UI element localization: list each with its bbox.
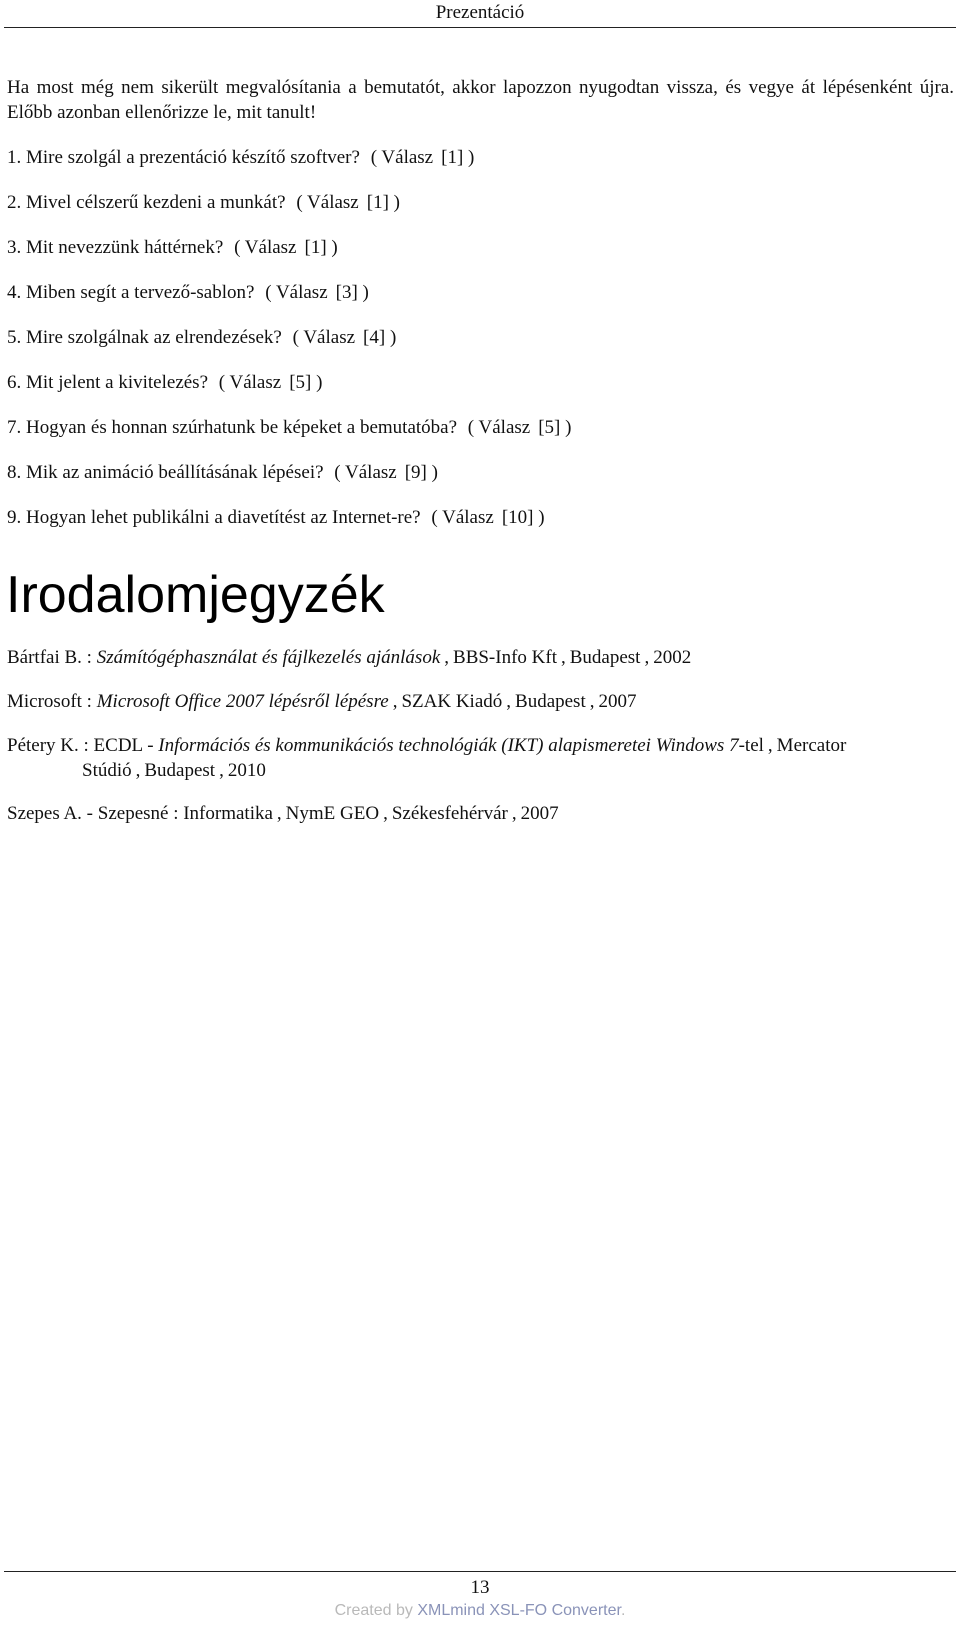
- answer-link[interactable]: ( Válasz [1] ): [296, 192, 400, 213]
- question-text: 7. Hogyan és honnan szúrhatunk be képeket a bemutatóba?: [7, 417, 458, 438]
- reference-publisher: Mercator: [776, 735, 847, 756]
- reference-year: 2007: [520, 803, 559, 824]
- question-text: 1. Mire szolgál a prezentáció készítő szoftver?: [7, 147, 360, 168]
- reference-city: Budapest: [569, 647, 641, 668]
- answer-link[interactable]: ( Válasz [4] ): [292, 327, 397, 348]
- reference-publisher-cont: Stúdió: [82, 760, 132, 781]
- question-text: 2. Mivel célszerű kezdeni a munkát?: [7, 192, 286, 213]
- page-number: 13: [470, 1577, 490, 1598]
- reference-prefix: ECDL -: [93, 735, 154, 756]
- header-divider: [4, 27, 956, 28]
- reference-publisher: SZAK Kiadó: [401, 691, 503, 712]
- reference-entry: Microsoft : Microsoft Office 2007 lépésről lépésre , SZAK Kiadó , Budapest , 2007: [7, 691, 637, 712]
- reference-title: Információs és kommunikációs technológiák (IKT) alapismeretei Windows 7: [158, 735, 739, 756]
- reference-author: Pétery K. :: [7, 735, 89, 756]
- answer-link[interactable]: ( Válasz [5] ): [218, 372, 323, 393]
- question-text: 6. Mit jelent a kivitelezés?: [7, 372, 209, 393]
- reference-city: Székesfehérvár: [391, 803, 508, 824]
- question-item: [7, 281, 954, 326]
- reference-title: Microsoft Office 2007 lépésről lépésre: [96, 691, 389, 712]
- question-item: [7, 371, 954, 416]
- references-heading: Irodalomjegyzék: [6, 566, 385, 624]
- converter-watermark: Created by XMLmind XSL-FO Converter.: [334, 1602, 626, 1619]
- reference-year: 2007: [598, 691, 637, 712]
- question-item: [7, 506, 954, 551]
- question-text: 3. Mit nevezzünk háttérnek?: [7, 237, 224, 258]
- reference-entry: Bártfai B. : Számítógéphasználat és fájlkezelés ajánlások , BBS-Info Kft , Budapest , 2002: [7, 647, 692, 668]
- question-item: [7, 236, 954, 281]
- intro-paragraph: Ha most még nem sikerült megvalósítania a bemutatót, akkor lapozzon nyugodtan vissza, és vegye át lépésenként újra. Előbb azonban ellenőrizze le, mit tanult!: [7, 77, 954, 123]
- question-item: [7, 146, 954, 191]
- reference-author: Szepes A. - Szepesné :: [7, 803, 179, 824]
- answer-link[interactable]: ( Válasz [10] ): [431, 507, 545, 528]
- reference-entry: Pétery K. : ECDL - Információs és kommunikációs technológiák (IKT) alapismeretei Windows 7-tel , Mercator Stúdió , Budapest , 2010: [7, 735, 847, 781]
- question-item: [7, 461, 954, 506]
- running-header: [0, 0, 960, 28]
- question-text: 9. Hogyan lehet publikálni a diavetítést az Internet-re?: [7, 507, 421, 528]
- reference-year: 2002: [653, 647, 692, 668]
- review-questions: [7, 146, 954, 551]
- question-item: [7, 326, 954, 371]
- answer-link[interactable]: ( Válasz [5] ): [467, 417, 572, 438]
- question-text: 4. Miben segít a tervező-sablon?: [7, 282, 255, 303]
- question-item: [7, 416, 954, 461]
- footer-divider: [4, 1571, 956, 1572]
- reference-publisher: BBS-Info Kft: [453, 647, 557, 668]
- reference-publisher: NymE GEO: [285, 803, 380, 824]
- answer-link[interactable]: ( Válasz [1] ): [370, 147, 475, 168]
- answer-link[interactable]: ( Válasz [9] ): [334, 462, 438, 483]
- reference-title: Számítógéphasználat és fájlkezelés ajánlások: [96, 647, 441, 668]
- header-title: Prezentáció: [435, 2, 525, 23]
- reference-author: Microsoft :: [7, 691, 92, 712]
- converter-brand-link[interactable]: XMLmind XSL-FO Converter: [417, 1602, 621, 1619]
- reference-author: Bártfai B. :: [7, 647, 92, 668]
- question-text: 8. Mik az animáció beállításának lépései?: [7, 462, 324, 483]
- reference-year: 2010: [227, 760, 266, 781]
- reference-suffix: -tel: [738, 735, 764, 756]
- reference-title: Informatika: [183, 803, 273, 824]
- reference-city: Budapest: [144, 760, 216, 781]
- answer-link[interactable]: ( Válasz [3] ): [265, 282, 369, 303]
- question-item: [7, 191, 954, 236]
- question-text: 5. Mire szolgálnak az elrendezések?: [7, 327, 282, 348]
- reference-entry: Szepes A. - Szepesné : Informatika , NymE GEO , Székesfehérvár , 2007: [7, 803, 559, 824]
- reference-city: Budapest: [515, 691, 586, 712]
- answer-link[interactable]: ( Válasz [1] ): [234, 237, 338, 258]
